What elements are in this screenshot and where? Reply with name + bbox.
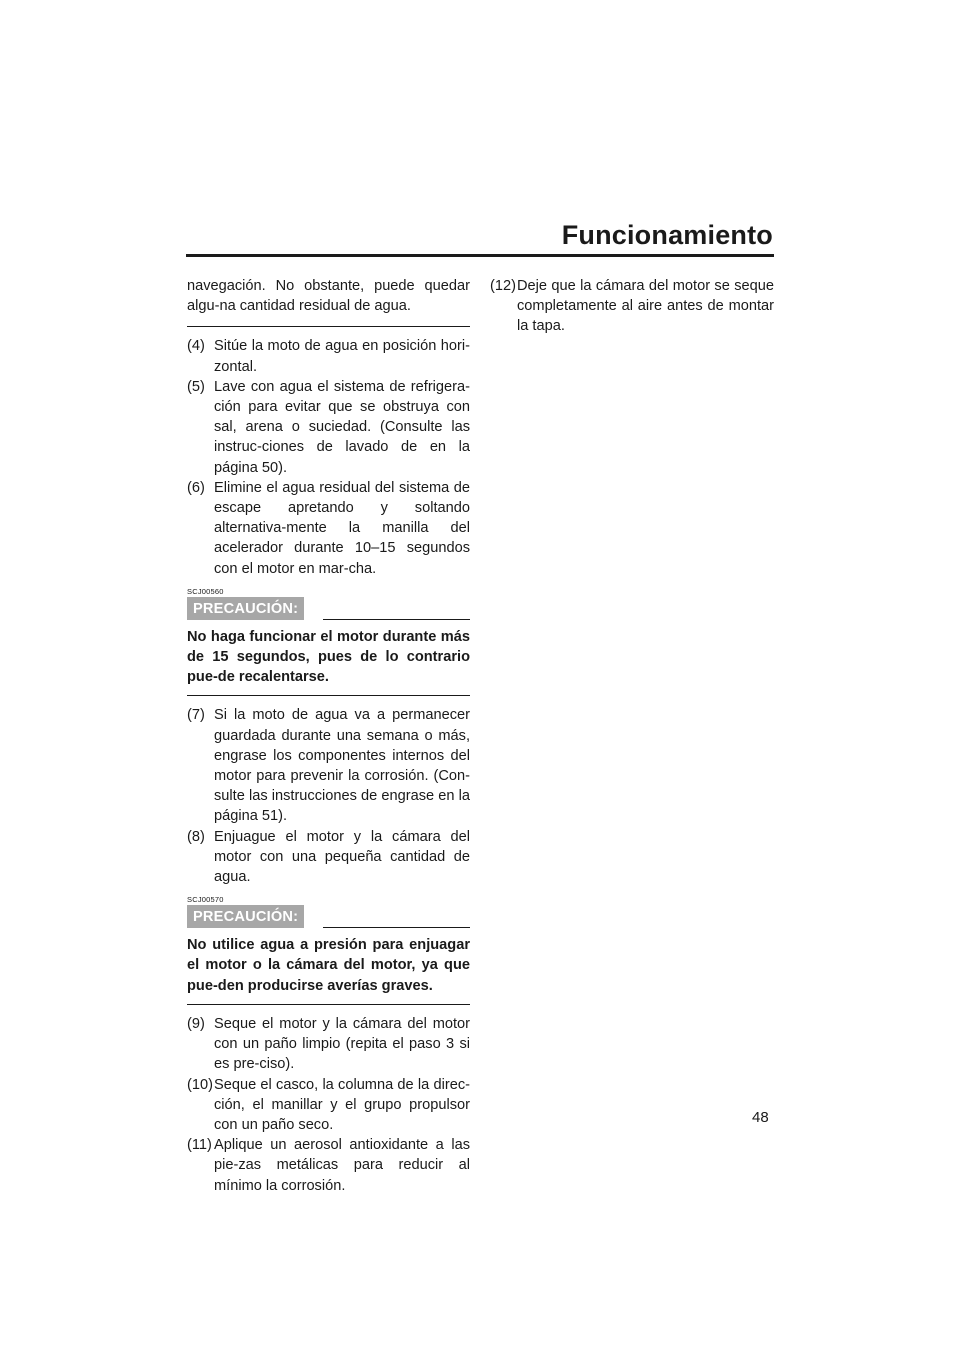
item-number: (9): [187, 1015, 205, 1032]
caution-code: SCJ00570: [187, 895, 224, 905]
item-number: (5): [187, 378, 205, 395]
caution-label: PRECAUCIÓN:: [187, 905, 304, 928]
list-item: [187, 377, 470, 478]
list-item: [187, 1075, 470, 1136]
item-text: Si la moto de agua va a permanecer guardada durante una semana o más, engrase los componentes internos del motor para prevenir la corrosión. (Con-sulte las instrucciones de engrase en la página 51).: [214, 707, 470, 825]
item-text: Deje que la cámara del motor se seque completamente al aire antes de montar la tapa.: [517, 278, 774, 335]
item-number: (7): [187, 707, 205, 724]
page-number: 48: [752, 1109, 769, 1126]
caution-header: [187, 905, 470, 928]
item-text: Aplique un aerosol antioxidante a las pie-zas metálicas para reducir al mínimo la corrosión.: [214, 1137, 470, 1194]
right-column: [490, 276, 774, 337]
caution-rule: [323, 927, 470, 928]
item-number: (6): [187, 479, 205, 496]
item-number: (4): [187, 338, 205, 355]
item-text: Seque el casco, la columna de la direc-ción, el manillar y el grupo propulsor con un paño seco.: [214, 1076, 470, 1133]
list-item: [490, 276, 774, 337]
list-item: [187, 336, 470, 376]
intro-paragraph: navegación. No obstante, puede quedar algu-na cantidad residual de agua.: [187, 278, 470, 315]
item-number: (11): [187, 1137, 212, 1154]
list-item: [187, 1014, 470, 1075]
list-item: [187, 478, 470, 579]
item-number: (12): [490, 278, 516, 294]
list-item: [187, 705, 470, 826]
caution-text: No haga funcionar el motor durante más de 15 segundos, pues de lo contrario pue-de recalentarse.: [187, 628, 470, 686]
caution-code: SCJ00560: [187, 586, 224, 596]
caution-end-rule: [187, 695, 470, 696]
caution-header: [187, 597, 470, 620]
left-column: [187, 276, 470, 1196]
item-text: Enjuague el motor y la cámara del motor con una pequeña cantidad de agua.: [214, 828, 470, 886]
list-item: [187, 827, 470, 888]
caution-label: PRECAUCIÓN:: [187, 597, 304, 620]
item-text: Lave con agua el sistema de refrigera-ción para evitar que se obstruya con sal, arena o suciedad. (Consulte las instruc-ciones de lavado de en la página 50).: [214, 378, 470, 476]
item-text: Elimine el agua residual del sistema de escape apretando y soltando alternativa-mente la manilla del acelerador durante 10–15 segundos con el motor en mar-cha.: [214, 479, 470, 577]
item-number: (8): [187, 828, 205, 845]
caution-text: No utilice agua a presión para enjuagar el motor o la cámara del motor, ya que pue-den producirse averías graves.: [187, 937, 470, 994]
caution-rule: [323, 619, 470, 620]
item-text: Sitúe la moto de agua en posición hori-zontal.: [214, 338, 470, 375]
item-number: (10): [187, 1076, 213, 1093]
header-rule: [186, 254, 774, 257]
page-title: Funcionamiento: [561, 220, 773, 250]
divider: [187, 326, 470, 327]
caution-end-rule: [187, 1004, 470, 1005]
item-text: Seque el motor y la cámara del motor con un paño limpio (repita el paso 3 si es pre-ciso).: [214, 1015, 470, 1073]
list-item: [187, 1135, 470, 1196]
